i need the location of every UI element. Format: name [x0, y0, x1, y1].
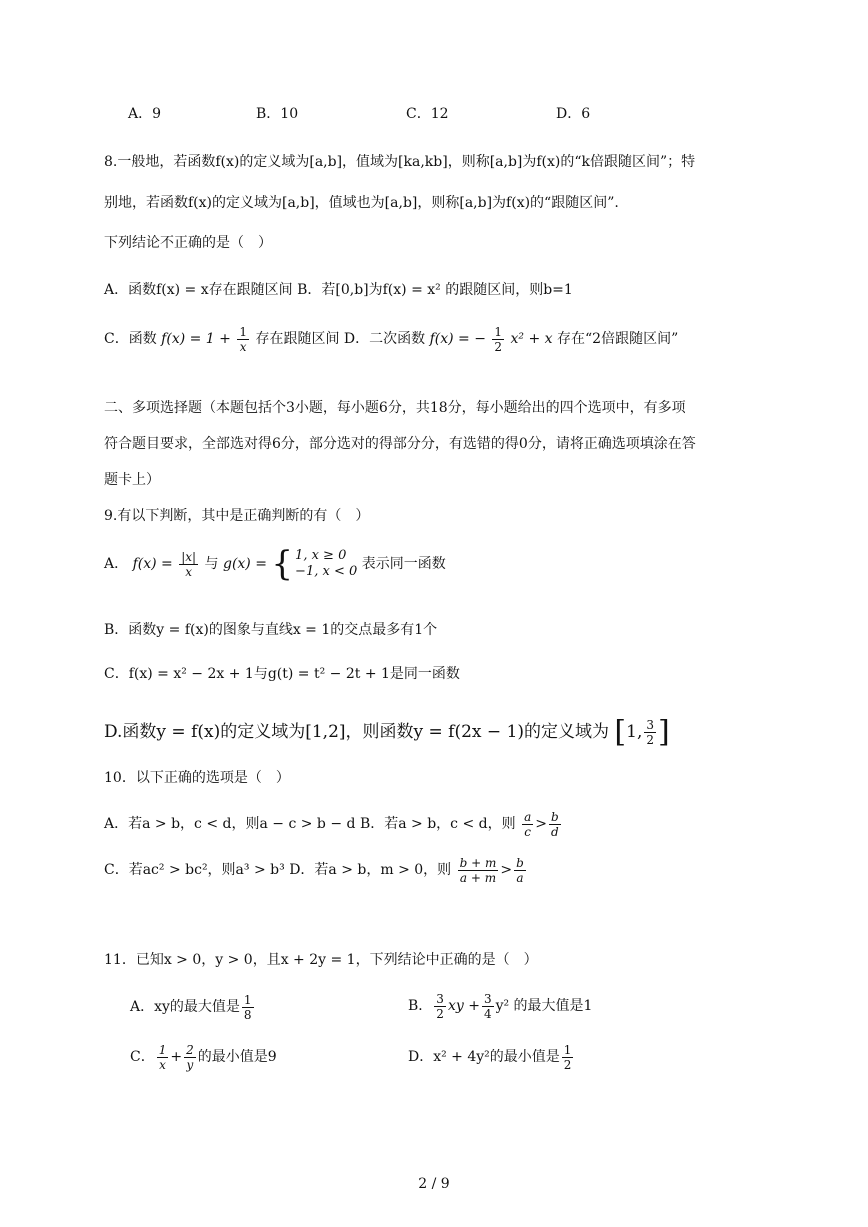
- q10-option-b-fraction1: $\frac{a}{c}$: [524, 809, 532, 839]
- q8-option-c-label: C．函数: [104, 331, 157, 347]
- q9-option-c: C．f(x) = x² − 2x + 1与g(t) = t² − 2t + 1是同一函数: [104, 666, 460, 682]
- q11-option-b-fraction1: $\frac{3}{2}$: [436, 991, 444, 1021]
- q8-options-cd: [104, 322, 678, 356]
- q8-option-d-function-rest: x² + x: [510, 331, 553, 347]
- q8-options-ab: [104, 280, 573, 300]
- q8-option-d-label: D．二次函数: [343, 331, 426, 347]
- q11-option-c-fraction2: $\frac{2}{y}$: [186, 1042, 194, 1072]
- q8-stem-line2: 别地，若函数f(x)的定义域为[a,b]，值域也为[a,b]，则称[a,b]为f(x)的“跟随区间”.: [104, 195, 619, 211]
- q9-option-a-piecewise: { 1, x ≥ 0 −1, x < 0: [271, 544, 358, 584]
- q7-option-c: C．12: [406, 106, 449, 122]
- section2-heading-line1: 二、多项选择题（本题包括个3小题，每小题6分，共18分，每小题给出的四个选项中，有多项: [104, 400, 686, 416]
- q8-option-b: B．若[0,b]为f(x) = x² 的跟随区间，则b=1: [297, 282, 573, 298]
- q9-option-d-fraction: $\frac{3}{2}$: [646, 718, 655, 747]
- q8-option-d-function: f(x) = −: [429, 331, 486, 347]
- q11-option-a: A．xy的最大值是 $\frac{1}{8}$: [130, 992, 252, 1022]
- q8-option-d-fraction: $\frac{1}{2}$: [494, 324, 503, 354]
- q11-option-d-fraction: $\frac{1}{2}$: [563, 1042, 572, 1072]
- q9-stem: 9.有以下判断，其中是正确判断的有（ ）: [104, 508, 370, 524]
- q9-option-d-text: D.函数y = f(x)的定义域为[1,2]，则函数y = f(2x − 1)的定义域为: [104, 722, 610, 742]
- q10-option-c: C．若ac² > bc²，则a³ > b³: [104, 862, 285, 878]
- q11-option-b: B． $\frac{3}{2}$ xy + $\frac{3}{4}$ y² 的最大值是1: [408, 991, 593, 1021]
- q9-option-a: [104, 544, 446, 584]
- q10-option-d-text: D．若a > b，m > 0，则: [289, 862, 452, 878]
- q9-option-a-f: f(x) =: [132, 556, 173, 572]
- q9-option-a-text: 表示同一函数: [361, 556, 446, 572]
- q9-option-d: D.函数y = f(x)的定义域为[1,2]，则函数y = f(2x − 1)的定义域为 [1, $\frac{3}{2}$ ]: [104, 714, 670, 750]
- q11-option-d: D．x² + 4y²的最小值是 $\frac{1}{2}$: [408, 1042, 572, 1072]
- q8-option-d-text: 存在“2倍跟随区间”: [557, 331, 679, 347]
- q9-option-a-with: 与: [204, 556, 219, 572]
- q7-option-b: B．10: [256, 106, 299, 122]
- q8-option-c-function: f(x) = 1 +: [161, 331, 231, 347]
- q8-option-c-fraction: $\frac{1}{x}$: [239, 324, 247, 354]
- q8-option-a: A．函数f(x) = x存在跟随区间: [104, 282, 293, 298]
- q10-options-ab: A．若a > b，c < d，则a − c > b − d B．若a > b，c < d，则 $\frac{a}{c}$ > $\frac{b}{d}$: [104, 809, 559, 839]
- q11-option-c: C． $\frac{1}{x}$ + $\frac{2}{y}$ 的最小值是9: [130, 1042, 277, 1072]
- q10-option-d-fraction1: $\frac{b + m}{a + m}$: [459, 855, 497, 885]
- q11-stem: 11．已知x > 0，y > 0，且x + 2y = 1，下列结论中正确的是（ ）: [104, 952, 538, 968]
- q11-option-c-fraction1: $\frac{1}{x}$: [158, 1042, 167, 1072]
- q10-option-d-fraction2: $\frac{b}{a}$: [516, 855, 524, 885]
- q10-stem: 10．以下正确的选项是（ ）: [104, 770, 290, 786]
- section2-heading-line2: 符合题目要求，全部选对得6分，部分选对的得部分分，有选错的得0分，请将正确选项填涂在答: [104, 436, 696, 452]
- q9-option-a-g: g(x) =: [222, 556, 267, 572]
- q7-option-d: D．6: [556, 106, 591, 122]
- q8-question: 下列结论不正确的是（ ）: [104, 235, 272, 251]
- q11-option-a-fraction: $\frac{1}{8}$: [243, 992, 252, 1022]
- page-number: 2 / 9: [418, 1176, 450, 1192]
- q8-stem-line1: 8.一般地，若函数f(x)的定义域为[a,b]，值域为[ka,kb]，则称[a,b]为f(x)的“k倍跟随区间”；特: [104, 154, 696, 170]
- q11-option-b-fraction2: $\frac{3}{4}$: [483, 991, 492, 1021]
- q10-option-b-fraction2: $\frac{b}{d}$: [550, 809, 559, 839]
- q10-option-a: A．若a > b，c < d，则a − c > b − d: [104, 816, 356, 832]
- q9-option-a-fraction: $\frac{|x|}{x}$: [181, 549, 197, 579]
- q10-options-cd: C．若ac² > bc²，则a³ > b³ D．若a > b，m > 0，则 $\frac{b + m}{a + m}$ > $\frac{b}{a}$: [104, 855, 524, 885]
- q9-option-b: B．函数y = f(x)的图象与直线x = 1的交点最多有1个: [104, 622, 438, 638]
- q10-option-b-text: B．若a > b，c < d，则: [359, 816, 516, 832]
- section2-heading-line3: 题卡上）: [104, 472, 160, 488]
- q9-option-a-label: A．: [104, 556, 129, 572]
- q7-option-a: A．9: [128, 106, 162, 122]
- q8-option-c-text: 存在跟随区间: [255, 331, 340, 347]
